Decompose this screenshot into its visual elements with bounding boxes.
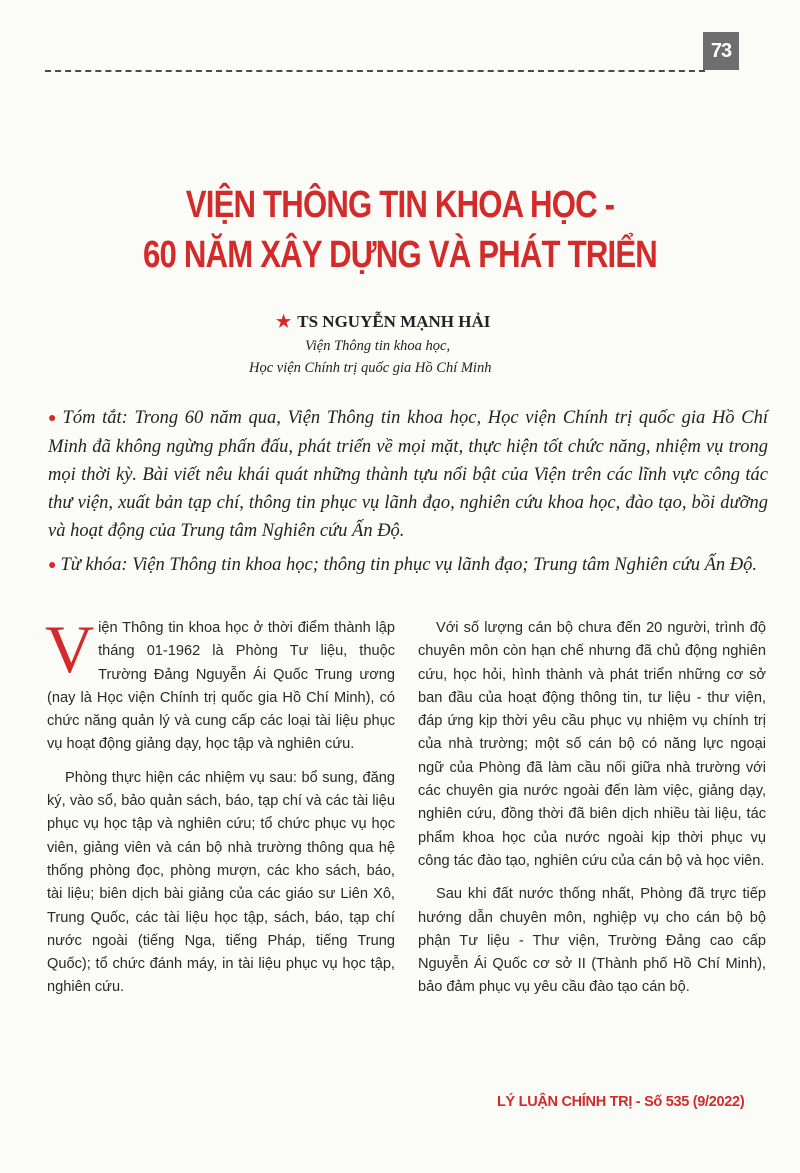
abstract-text: Tóm tắt: Trong 60 năm qua, Viện Thông tin khoa học, Học viện Chính trị quốc gia Hồ Chí Minh đã không ngừng phấn đấu, phát triển về mọi mặt, thực hiện tốt chức năng, nhiệm vụ trong mọi thời kỳ. Bài viết nêu khái quát những thành tựu nổi bật của Viện trên các lĩnh vực công tác thư viện, xuất bản tạp chí, thông tin phục vụ lãnh đạo, nghiên cứu khoa học, đào tạo, bồi dưỡng và hoạt động của Trung tâm Nghiên cứu Ấn Độ. xyxy=(48,408,768,541)
paragraph: Với số lượng cán bộ chưa đến 20 người, trình độ chuyên môn còn hạn chế nhưng đã chủ động nghiên cứu, học hỏi, hình thành và phát triển những cơ sở ban đầu của hoạt động thông tin, tư liệu - thư viện, đáp ứng kịp thời yêu cầu phục vụ nhiệm vụ chính trị của nhà trường; một số cán bộ có năng lực ngoại ngữ của Phòng đã làm cầu nối giữa nhà trường với các chuyên gia nước ngoài đến làm việc, giảng dạy, nghiên cứu, đồng thời đã biên dịch nhiều tài liệu, tác phẩm khoa học của nước ngoài kịp thời phục vụ công tác đào tạo, nghiên cứu của cán bộ và học viên. xyxy=(418,620,766,869)
journal-name: LÝ LUẬN CHÍNH TRỊ xyxy=(497,1094,633,1110)
star-icon: ★ xyxy=(276,312,292,331)
issue-number: Số 535 (9/2022) xyxy=(644,1094,745,1110)
paragraph: Phòng thực hiện các nhiệm vụ sau: bổ sung, đăng ký, vào sổ, bảo quản sách, báo, tạp chí và các tài liệu phục vụ học tập và nghiên cứu; tổ chức phục vụ học viên, giảng viên và cán bộ nhà trường thông qua hệ thống phòng đọc, phòng mượn, các kho sách, báo, tài liệu; biên dịch bài giảng của các giáo sư Liên Xô, Trung Quốc, các tài liệu học tập, sách, báo, tạp chí nước ngoài (tiếng Nga, tiếng Pháp, tiếng Trung Quốc); tổ chức đánh máy, in tài liệu phục vụ học tập, nghiên cứu. xyxy=(47,769,395,996)
bullet-icon: ● xyxy=(48,558,57,573)
footer-separator: - xyxy=(632,1094,645,1110)
article-title xyxy=(72,180,728,280)
right-column xyxy=(418,617,766,1010)
left-column xyxy=(45,611,395,1010)
page-number: 73 xyxy=(703,32,739,70)
keywords xyxy=(48,551,768,580)
paragraph xyxy=(45,611,395,757)
paragraph-text: iện Thông tin khoa học ở thời điểm thành lập tháng 01-1962 là Phòng Tư liệu, thuộc Trường Đảng Nguyễn Ái Quốc Trung ương (nay là Học viện Chính trị quốc gia Hồ Chí Minh), có chức năng quản lý và cung cấp các loại tài liệu phục vụ hoạt động giảng dạy, học tập và nghiên cứu. xyxy=(47,620,395,753)
drop-cap: V xyxy=(45,611,95,687)
title-line-1: VIỆN THÔNG TIN KHOA HỌC - xyxy=(185,184,615,226)
affiliation-line-1: Viện Thông tin khoa học, xyxy=(305,338,451,354)
author xyxy=(276,312,490,332)
paragraph: Sau khi đất nước thống nhất, Phòng đã trực tiếp hướng dẫn chuyên môn, nghiệp vụ cho cán bộ bộ phận Tư liệu - Thư viện, Trường Đảng cao cấp Nguyễn Ái Quốc cơ sở II (Thành phố Hồ Chí Minh), bảo đảm phục vụ yêu cầu đào tạo cán bộ. xyxy=(418,886,766,996)
footer xyxy=(497,1094,744,1110)
bullet-icon: ● xyxy=(48,411,59,426)
title-line-2: 60 NĂM XÂY DỰNG VÀ PHÁT TRIỂN xyxy=(143,234,657,276)
abstract-block xyxy=(48,404,768,586)
affiliation-line-2: Học viện Chính trị quốc gia Hồ Chí Minh xyxy=(249,360,492,376)
header-rule xyxy=(45,70,705,72)
author-name: TS NGUYỄN MẠNH HẢI xyxy=(297,312,491,331)
keywords-text: Từ khóa: Viện Thông tin khoa học; thông tin phục vụ lãnh đạo; Trung tâm Nghiên cứu Ấn Độ. xyxy=(60,555,758,575)
abstract xyxy=(48,404,768,545)
